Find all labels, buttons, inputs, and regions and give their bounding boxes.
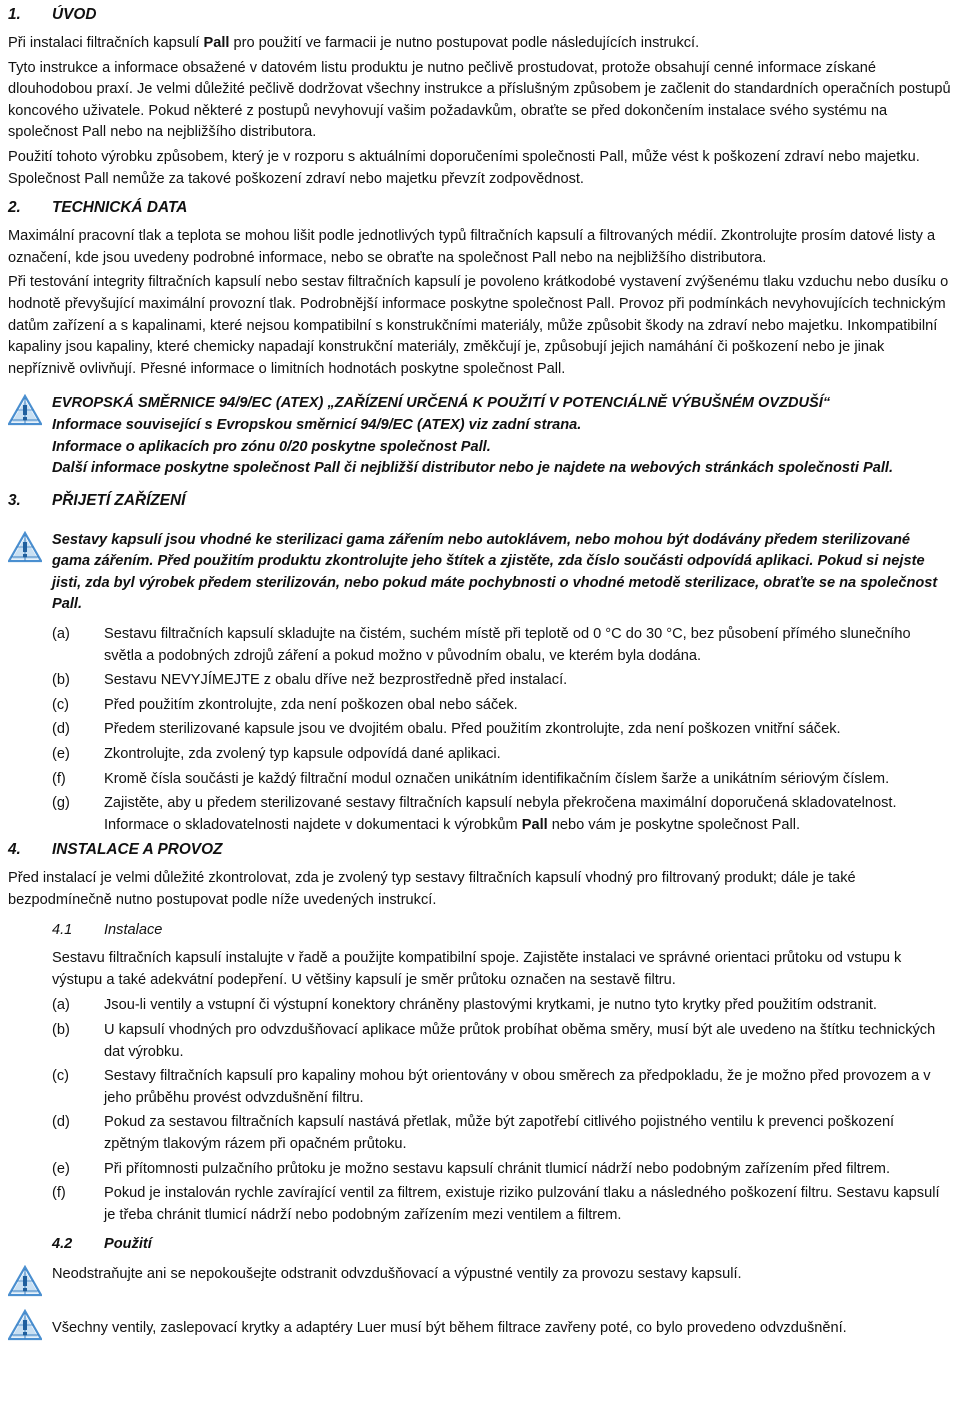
brand-name: Pall [203,35,230,51]
document-page [8,4,952,1349]
list-item-label: (d) [52,1114,70,1131]
list-item [52,1183,952,1226]
list-item-text [104,793,952,836]
list-item [52,793,952,836]
list-item-label: (e) [52,1160,70,1177]
list-item [52,1066,952,1109]
list-item [52,1112,952,1155]
list-item-text: Pokud je instalován rychle zavírající ventil za filtrem, existuje riziko pulzování tlaku a následného poškození filtru. Sestavu kapsulí je třeba chránit tlumicí nádrží nebo podobným zařízením mezi ventilem a filtrem. [104,1185,940,1223]
list-item [52,695,952,717]
warning-text: Všechny ventily, zaslepovací krytky a adaptéry Luer musí být během filtrace zavřeny poté, co bylo provedeno odvzdušnění. [52,1319,847,1336]
list-item-text: Sestavy filtračních kapsulí pro kapaliny mohou být orientovány v obou směrech za předpokladu, že je možno před provozem a v jeho průběhu provést odvzdušnění filtru. [104,1068,931,1106]
list-item-text: Sestavu filtračních kapsulí skladujte na čistém, suchém místě při teplotě od 0 °C do 30 °C, bez působení přímého slunečního světla a podobných zdrojů záření a pokud možno v původním obalu, ve kterém byla dodána. [104,626,911,664]
list-item-text: Zkontrolujte, zda zvolený typ kapsule odpovídá dané aplikaci. [104,746,501,763]
list-item-text: U kapsulí vhodných pro odvzdušňovací aplikace může průtok probíhat oběma směry, musí být ale uvedeno na štítku technických dat výrobku. [104,1021,936,1060]
list-item-label: (g) [52,795,70,812]
brand-name: Pall [521,816,548,833]
list-item-label: (a) [52,997,70,1014]
subsection-number: 4.1 [52,921,73,938]
list-item-label: (c) [52,696,70,713]
list-item-text: Před použitím zkontrolujte, zda není poškozen obal nebo sáček. [104,696,518,713]
list-item-text: Pokud za sestavou filtračních kapsulí nastává přetlak, může být zapotřebí citlivého pojistného ventilu k prevenci poškození zpětným tlakovým rázem při opačném průtoku. [104,1114,895,1152]
receipt-list-g [52,793,952,836]
luer-warning [8,1308,952,1340]
text: Zajistěte, aby u předem sterilizované sestavy filtračních kapsulí nebyla překročena maximální doporučená skladovatelnost. Informace o skladovatelnosti najdete v dokumentaci k výrobkům [104,795,897,833]
paragraph [8,33,952,55]
section-2-heading [8,197,952,219]
paragraph: Tyto instrukce a informace obsažené v datovém listu produktu je nutno pečlivě prostudovat, protože obsahují cenné informace získané dlouhodobou praxí. Je velmi důležité pečlivě dodržovat všechny instrukce a příslušným způsobem je začlenit do standardních operačních postupů koncového uživatele. Pokud některé z postupů nevyhovují vašim požadavkům, obraťte se před dokončením instalace svého systému na společnost Pall nebo na nejbližšího distributora. [8,59,951,141]
section-title: INSTALACE A PROVOZ [52,841,223,859]
list-item-text: Při přítomnosti pulzačního průtoku je možno sestavu kapsulí chránit tlumicí nádrží nebo podobným zařízením před filtrem. [104,1160,891,1177]
subsection-4-2-heading [52,1234,952,1256]
paragraph: Použití tohoto výrobku způsobem, který je v rozporu s aktuálními doporučeními společnosti Pall, může vést k poškození zdraví nebo majetku. Společnost Pall nemůže za takové poškození zdraví nebo majetku převzít zodpovědnost. [8,148,920,187]
text: Při instalaci filtračních kapsulí [8,35,204,51]
warning-triangle-icon [8,1309,42,1341]
list-item [52,1159,952,1181]
text: pro použití ve farmacii je nutno postupovat podle následujících instrukcí. [229,35,700,51]
warning-text: Sestavy kapsulí jsou vhodné ke sterilizaci gama zářením nebo autoklávem, nebo mohou být dodávány předem sterilizované gama zářením. Před použitím produktu zkontrolujte jeho štítek a zjistěte, zda číslo součásti odpovídá aplikaci. Pokud si nejste jisti, zda byl výrobek předem sterilizován, nebo pokud máte pochybnosti o vhodné metodě sterilizace, obraťte se na společnost Pall. [52,531,938,613]
list-item-label: (d) [52,721,70,738]
list-item-label: (f) [52,770,66,787]
paragraph: Při testování integrity filtračních kapsulí nebo sestav filtračních kapsulí je povoleno krátkodobé vystavení zvýšenému tlaku vzduchu nebo dusíku o hodnotě převyšující maximální provozní tlak. Podrobnější informace poskytne společnost Pall. Provoz při podmínkách nevyhovujících technickým datům zařízení a s kapalinami, které nejsou kompatibilní s konstrukčními materiály, může způsobit škody na zdraví nebo majetku. Inkompatibilní kapaliny jsou kapaliny, které chemicky napadají konstrukční materiály, změkčují je, způsobují jejich namáhání či poškození nebo je jinak nepříznivě ovlivňují. Přesné informace o limitních hodnotách poskytne společnost Pall. [8,274,949,377]
section-4-heading [8,839,952,861]
section-number: 3. [8,491,21,509]
subsection-title: Instalace [104,921,163,938]
paragraph: Sestavu filtračních kapsulí instalujte v řadě a použijte kompatibilní spoje. Zajistěte instalaci ve správné orientaci průtoku od vstupu k výstupu a také adekvátní podepření. U většiny kapsulí je směr průtoku označen na sestavě filtru. [52,950,902,988]
valves-warning [8,1264,952,1286]
warning-line: Informace související s Evropskou směrnicí 94/9/EC (ATEX) viz zadní strana. [52,416,582,433]
list-item-text: Kromě čísla součásti je každý filtrační modul označen unikátním identifikačním číslem šarže a unikátním sériovým číslem. [104,770,890,787]
warning-triangle-icon [8,531,42,563]
list-item [52,719,952,741]
list-item-text: Jsou-li ventily a vstupní či výstupní konektory chráněny plastovými krytkami, je nutno tyto krytky před použitím odstranit. [104,997,877,1014]
warning-line: EVROPSKÁ SMĚRNICE 94/9/EC (ATEX) „ZAŘÍZENÍ URČENÁ K POUŽITÍ V POTENCIÁLNĚ VÝBUŠNÉM OVZDUŠÍ“ [52,395,831,412]
list-item [52,624,952,667]
list-item [52,744,952,766]
paragraph: Maximální pracovní tlak a teplota se mohou lišit podle jednotlivých typů filtračních kapsulí a filtrovaných médií. Zkontrolujte prosím datové listy a označení, kde jsou uvedeny podrobné informace, nebo se obraťte na společnost Pall nebo na nejbližšího distributora. [8,228,936,266]
list-item-label: (b) [52,672,70,689]
list-item-label: (c) [52,1068,70,1085]
list-item-label: (e) [52,746,70,763]
list-item-text: Sestavu NEVYJÍMEJTE z obalu dříve než bezprostředně před instalací. [104,672,568,689]
installation-list [52,995,952,1226]
list-item [52,995,952,1017]
warning-text: Neodstraňujte ani se nepokoušejte odstranit odvzdušňovací a výpustné ventily za provozu sestavy kapsulí. [52,1265,742,1282]
section-number: 1. [8,6,21,23]
paragraph: Před instalací je velmi důležité zkontrolovat, zda je zvolený typ sestavy filtračních kapsulí vhodný pro filtrovaný produkt; dále je také bezpodmínečně nutno postupovat podle níže uvedených instrukcí. [8,870,856,908]
section-1-heading [8,4,952,26]
list-item-label: (a) [52,626,70,643]
subsection-number: 4.2 [52,1236,73,1253]
subsection-title: Použití [104,1236,152,1253]
section-title: ÚVOD [52,6,97,23]
list-item [52,670,952,692]
text: nebo vám je poskytne společnost Pall. [547,816,801,833]
section-number: 4. [8,841,21,859]
subsection-4-1-heading [52,920,952,942]
warning-triangle-icon [8,394,42,426]
atex-warning [8,393,952,479]
warning-triangle-icon [8,1265,42,1297]
warning-line: Další informace poskytne společnost Pall či nejbližší distributor nebo je najdete na webových stránkách společnosti Pall. [52,460,893,477]
list-item-label: (f) [52,1185,66,1202]
section-number: 2. [8,199,21,217]
section-3-heading [8,490,952,512]
list-item-text: Předem sterilizované kapsule jsou ve dvojitém obalu. Před použitím zkontrolujte, zda není poškozen vnitřní sáček. [104,721,841,738]
list-item [52,1020,952,1063]
warning-line: Informace o aplikacích pro zónu 0/20 poskytne společnost Pall. [52,438,491,455]
list-item-label: (b) [52,1021,70,1038]
section-title: TECHNICKÁ DATA [52,199,188,217]
list-item [52,769,952,791]
sterilization-warning [8,530,952,616]
receipt-list [52,624,952,790]
section-title: PŘIJETÍ ZAŘÍZENÍ [52,491,186,509]
